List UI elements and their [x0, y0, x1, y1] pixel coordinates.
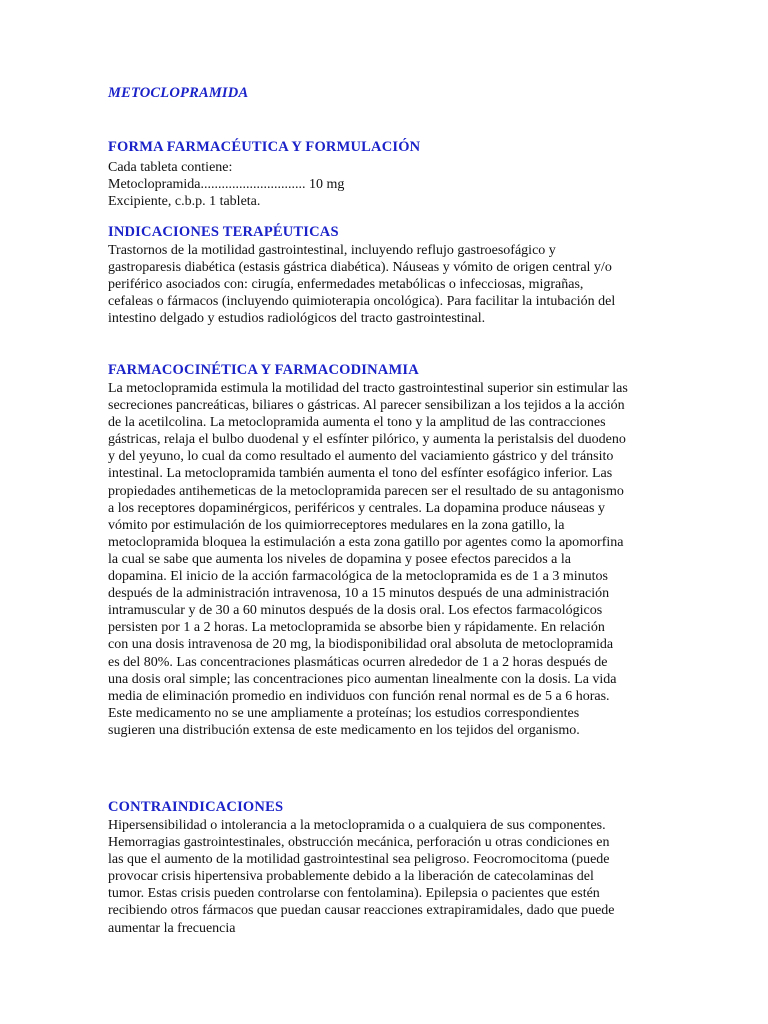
section-body: La metoclopramida estimula la motilidad del tracto gastrointestinal superior sin estimular las secreciones pancreáticas, biliares o gástricas. Al parecer sensibilizan a los tejidos a la acción de la acetilcolina. La metoclopramida aumenta el tono y la amplitud de las contracciones gástricas, relaja el bulbo duodenal y el esfínter pilórico, y aumenta la peristalsis del duodeno y del yeyuno, lo cual da como resultado el aumento del vaciamiento gástrico y del tránsito intestinal. La metoclopramida también aumenta el tono del esfínter esofágico inferior. Las propiedades antihemeticas de la metoclopramida parecen ser el resultado de su antagonismo a los receptores dopaminérgicos, periféricos y centrales. La dopamina produce náuseas y vómito por estimulación de los quimiorreceptores medulares en la zona gatillo, la metoclopramida bloquea la estimulación a esta zona gatillo por agentes como la apomorfina la cual se sabe que aumenta los niveles de dopamina y posee efectos parecidos a la dopamina. El inicio de la acción farmacológica de la metoclopramida es de 1 a 3 minutos después de la administración intravenosa, 10 a 15 minutos después de una administración intramuscular y de 30 a 60 minutos después de la dosis oral. Los efectos farmacológicos persisten por 1 a 2 horas. La metoclopramida se absorbe bien y rápidamente. En relación con una dosis intravenosa de 20 mg, la biodisponibilidad oral absoluta de metoclopramida es del 80%. Las concentraciones plasmáticas ocurren alrededor de 1 a 2 horas después de una dosis oral simple; las concentraciones pico aumentan linealmente con la dosis. La vida media de eliminación promedio en individuos con función renal normal es de 5 a 6 horas. Este medicamento no se une ampliamente a proteínas; los estudios correspondientes sugieren una distribución extensa de este medicamento en los tejidos del organismo. — [108, 381, 628, 738]
section-heading: CONTRAINDICACIONES — [108, 799, 284, 815]
section-body: Hipersensibilidad o intolerancia a la metoclopramida o a cualquiera de sus componentes. Hemorragias gastrointestinales, obstrucción mecánica, perforación u otras condiciones en las que el aumento de la motilidad gastrointestinal sea peligroso. Feocromocitoma (puede provocar crisis hipertensiva probablemente debido a la liberación de catecolaminas del tumor. Estas crisis pueden controlarse con fentolamina). Epilepsia o pacientes que estén recibiendo otros fármacos que puedan causar reacciones extrapiramidales, dado que puede aumentar la frecuencia — [108, 818, 615, 936]
formulation-line: Excipiente, c.b.p. 1 tableta. — [108, 194, 261, 210]
section-heading: INDICACIONES TERAPÉUTICAS — [108, 224, 339, 240]
formulation-line: Metoclopramida.............................. 10 mg — [108, 177, 345, 193]
formulation-line: Cada tableta contiene: — [108, 160, 233, 175]
document-title: METOCLOPRAMIDA — [108, 85, 249, 101]
section-body: Trastornos de la motilidad gastrointestinal, incluyendo reflujo gastroesofágico y gastroparesis diabética (estasis gástrica diabética). Náuseas y vómito de origen central y/o periférico asociados con: cirugía, enfermedades metabólicas o infecciosas, migrañas, cefaleas o fármacos (incluyendo quimioterapia oncológica). Para facilitar la intubación del intestino delgado y estudios radiológicos del tracto gastrointestinal. — [108, 243, 616, 327]
section-heading: FORMA FARMACÉUTICA Y FORMULACIÓN — [108, 139, 421, 155]
section-formulation — [108, 138, 628, 210]
section-indications — [108, 223, 628, 327]
section-contraindications — [108, 798, 628, 937]
section-pharmacokinetics — [108, 361, 628, 739]
section-heading: FARMACOCINÉTICA Y FARMACODINAMIA — [108, 362, 419, 378]
